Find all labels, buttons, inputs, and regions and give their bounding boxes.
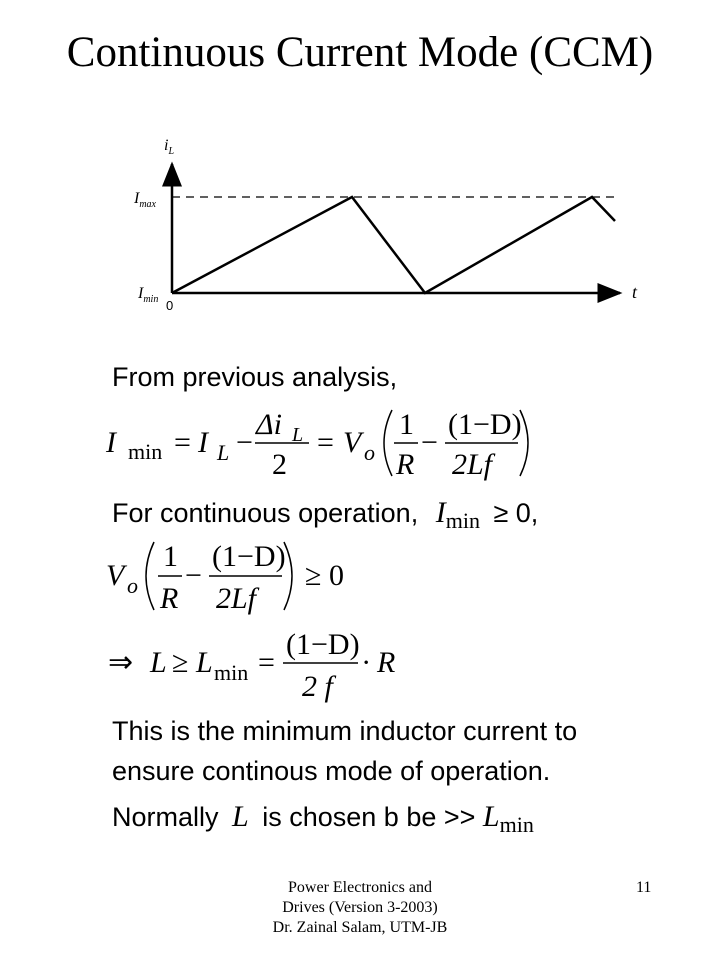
eq2-vo-sub: o (127, 573, 138, 598)
eq1-minus2: − (421, 426, 438, 459)
normally-label: Normally (112, 802, 219, 832)
eq3-lmin: L (196, 646, 213, 679)
page-number: 11 (636, 879, 652, 896)
equation-condition (100, 530, 400, 620)
x-axis-label: t (632, 282, 638, 302)
slide-title: Continuous Current Mode (CCM) (66, 29, 654, 76)
footer-line-2: Drives (Version 3-2003) (282, 899, 438, 916)
eq1-frac2-num: (1−D) (448, 408, 522, 441)
eq3-l: L (150, 646, 167, 679)
footer-credits (240, 878, 480, 938)
text-normally-chosen (112, 800, 534, 837)
eq2-frac2-num: (1−D) (212, 540, 286, 573)
text-minimum-inductor: This is the minimum inductor current to (112, 716, 578, 746)
equation-imin (100, 400, 540, 485)
svg-text:Imax (133, 190, 157, 210)
normally-lmin: L (482, 800, 500, 833)
continuous-operation-label: For continuous operation, (112, 498, 419, 528)
eq2-frac1-den: R (160, 582, 179, 615)
eq3-implies: ⇒ (108, 646, 134, 679)
eq1-frac2-den: 2Lf (452, 448, 493, 481)
eq2-frac2-den: 2Lf (216, 582, 257, 615)
eq1-il: I (198, 426, 208, 459)
origin-label: 0 (166, 298, 174, 313)
footer-line-1: Power Electronics and (288, 879, 432, 896)
eq3-lmin-sub: min (214, 660, 249, 685)
eq1-eq2: = (317, 426, 334, 459)
imax-label-sub: max (139, 199, 156, 210)
eq3-ge: ≥ (172, 646, 189, 679)
current-waveform (172, 197, 615, 293)
y-axis-label: i (164, 137, 169, 154)
text-ensure-continuous: ensure continous mode of operation. (112, 756, 551, 786)
eq2-vo: V (106, 559, 125, 592)
eq2-frac1-num: 1 (163, 540, 178, 573)
equation-lmin (100, 624, 420, 714)
eq1-vo: V (343, 426, 362, 459)
eq1-frac1-den: R (396, 448, 415, 481)
eq1-delta-num: Δi (256, 408, 282, 441)
eq3-den: 2 f (302, 670, 333, 703)
eq1-il-sub: L (217, 440, 230, 465)
imin-label: I (138, 285, 144, 302)
y-axis-label-sub: L (168, 146, 175, 157)
footer-line-3: Dr. Zainal Salam, UTM-JB (272, 919, 448, 936)
continuous-operation-rel: ≥ 0, (493, 498, 539, 528)
normally-l: L (232, 800, 249, 833)
svg-text:Imin (137, 285, 158, 305)
inductor-current-graph (120, 130, 640, 320)
chosen-label: is chosen b be >> (262, 802, 476, 832)
text-continuous-operation (112, 496, 539, 533)
eq1-lhs: I (106, 426, 116, 459)
eq1-delta-sub: L (292, 424, 304, 446)
continuous-operation-i: I (435, 496, 446, 529)
imax-label: I (134, 190, 140, 207)
eq3-num: (1−D) (286, 628, 360, 661)
eq3-times-r: · R (362, 646, 396, 679)
eq1-frac1-num: 1 (399, 408, 414, 441)
eq1-eq: = (174, 426, 191, 459)
text-from-previous-analysis: From previous analysis, (112, 362, 398, 392)
svg-text:iL (164, 137, 174, 157)
eq1-minus: − (236, 426, 253, 459)
eq3-eq: = (258, 646, 275, 679)
continuous-operation-sub: min (445, 508, 480, 533)
eq2-rel: ≥ 0 (305, 559, 344, 592)
normally-lmin-sub: min (499, 812, 534, 837)
eq1-delta-den: 2 (272, 448, 287, 481)
eq1-lhs-sub: min (128, 439, 163, 464)
eq2-minus: − (185, 559, 202, 592)
imin-label-sub: min (143, 294, 159, 305)
eq1-vo-sub: o (364, 440, 375, 465)
